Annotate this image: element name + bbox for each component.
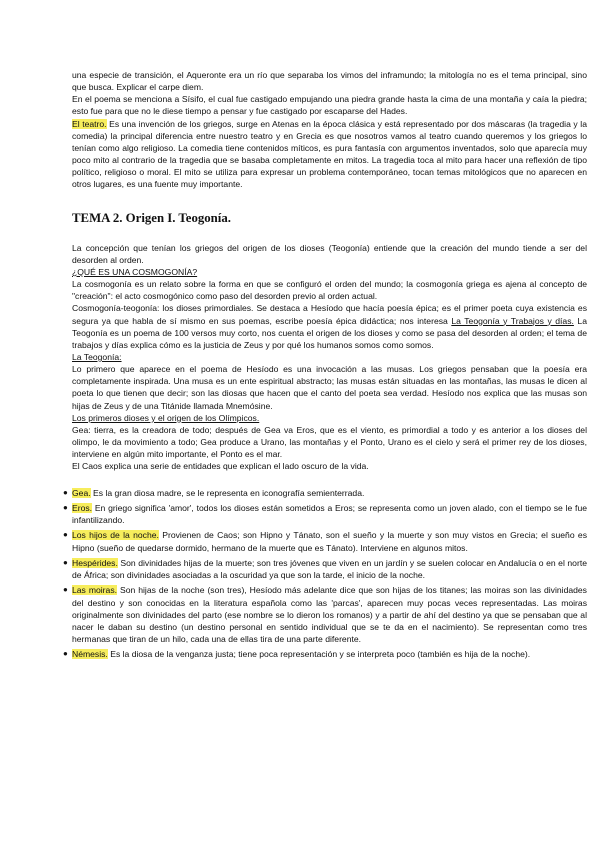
paragraph-aqueronte: una especie de transición, el Aqueronte era un río que separaba los vimos del inframundo; la mitología no es el tema principal, sino que busca. Explicar el carpe diem. bbox=[72, 70, 587, 93]
page-content bbox=[63, 69, 588, 664]
paragraph-musas: Lo primero que aparece en el poema de Hesíodo es una invocación a las musas. Los griegos pensaban que la poesía era completamente inspirada. Una musa es un ente espiritual abstracto; las musas están situadas en las montañas, las musas le dicen al poeta lo que tienen que decir; son las diosas que hacen que el canto del poeta sea verdad. Hesíodo nos explica que las musas son hijas de Zeus y de una Titánide llamada Mnemósine. bbox=[72, 364, 587, 411]
list-item-hijos-noche bbox=[63, 529, 587, 553]
subheading-cosmogonia: ¿QUÉ ES UNA COSMOGONÍA? bbox=[72, 266, 198, 277]
deity-name: Gea. bbox=[72, 487, 91, 498]
deity-text: Es la gran diosa madre, se le representa en iconografía semienterrada. bbox=[90, 487, 365, 498]
bullet-icon: ● bbox=[63, 649, 68, 659]
deity-text: Provienen de Caos; son Hipno y Tánato, son el sueño y la muerte y son muy vistos en Grecia; el sueño es Hipno (sueño de quedarse dormido, hermano de la muerte que es Tánato). Interviene en algunos mitos. bbox=[72, 530, 588, 553]
list-item-gea bbox=[63, 487, 587, 499]
paragraph-caos: El Caos explica una serie de entidades que explican el lado oscuro de la vida. bbox=[72, 461, 369, 472]
deity-name: Hespérides. bbox=[72, 557, 118, 568]
subheading-primeros-dioses: Los primeros dioses y el origen de los Olímpicos. bbox=[72, 412, 260, 423]
deity-name: Eros. bbox=[72, 502, 93, 513]
teogonia-line: Cosmogonía-teogonía: los dioses primordiales. Se destaca a Hesíodo que hacía poesía épica; es el primer poeta cuya existencia es segura ya que habla de sí mismo en sus poemas, escribe poesía épica didáctica; nos interesa bbox=[72, 303, 587, 326]
paragraph-teogonia-hesiodo bbox=[72, 302, 587, 351]
bullet-icon: ● bbox=[63, 502, 68, 512]
bullet-icon: ● bbox=[63, 487, 68, 497]
section-heading: TEMA 2. Origen I. Teogonía. bbox=[72, 210, 231, 225]
list-item-moiras bbox=[63, 584, 587, 645]
paragraph-cosmogonia: La cosmogonía es un relato sobre la forma en que se configuró el orden del mundo; la cosmogonía griega es ajena al concepto de "creación": el acto cosmogónico como paso del desorden previo al orden actual. bbox=[72, 279, 587, 302]
teatro-text: Es una invención de los griegos, surge en Atenas en la época clásica y está representado por dos máscaras (la tragedia y la comedia) la principal diferencia entre nuestro teatro y en Grecia es que nosotros vamos al teatro cuando queremos y los griegos lo tenían como algo religioso. La comedia tiene contenidos míticos, es pura fantasía con argumentos inventados, solo que aparecía muy poco mito al contrario de la tragedia que se basaba completamente en mitos. La tragedia toca al mito para hacer una reflexión de tipo político, religioso o moral. El mito se utiliza para expresar un problema contemporáneo, tocan temas mitológicos que no aparecen en otros lugares, es una fuente muy importante. bbox=[72, 118, 587, 190]
list-item-eros bbox=[63, 502, 587, 526]
paragraph-teatro bbox=[72, 118, 587, 191]
paragraph-sisifo: En el poema se menciona a Sísifo, el cual fue castigado empujando una piedra grande hasta la cima de una montaña y caía la piedra; esto fue para que no le diese tiempo a pensar y fue castigado por escaparse del Hades. bbox=[72, 94, 587, 117]
paragraph-gea-eros: Gea: tierra, es la creadora de todo; después de Gea va Eros, que es el viento, es primordial a todo y es anterior a los dioses del olimpo, le da movimiento a todo; Gea produce a Urano, las montañas y el Ponto, Urano es el cielo y será el primer rey de los dioses, interviene en algún mito importante, el Ponto es el mar. bbox=[72, 424, 587, 460]
highlight-teatro: El teatro. bbox=[72, 118, 107, 129]
spacer bbox=[72, 473, 587, 487]
deities-list bbox=[63, 487, 587, 661]
subheading-teogonia: La Teogonía: bbox=[72, 351, 122, 362]
works-title: La Teogonía y Trabajos y días. bbox=[451, 315, 574, 326]
bullet-icon: ● bbox=[63, 530, 68, 540]
deity-text: Es la diosa de la venganza justa; tiene poca representación y se interpreta poco (también es hija de la noche). bbox=[107, 649, 531, 660]
deity-text: Son hijas de la noche (son tres), Hesíodo más adelante dice que son hijas de los titanes; las moiras son las divinidades del destino y son conocidas en la literatura española como las 'parcas', aparecen muy pocas veces representadas. Las moiras originalmente son divinidades del parto (ese nombre se lo dieron los romanos) y a partir de ahí del destino ya que se pensaban que al nacer le daban su destino (un destino personal en sentido individual que se te da en el nacimiento). Se representan como tres hermanas que tiran de un hilo, cada una de ellas tira de una parte diferente. bbox=[72, 585, 587, 644]
deity-name: Némesis. bbox=[72, 649, 108, 660]
deity-name: Los hijos de la noche. bbox=[72, 530, 159, 541]
bullet-icon: ● bbox=[63, 557, 68, 567]
works-text: La Teogonía es un poema de 100 versos muy corto, nos cuenta el origen de los dioses y como se pasa del desorden al orden; el tema de trabajos y días explica cómo es la justicia de Zeus y por qué los humanos somos como somos. bbox=[72, 315, 587, 350]
deity-text: En griego significa 'amor', todos los dioses están sometidos a Eros; se representa como un joven alado, con el tiempo se le fue infantilizando. bbox=[72, 502, 587, 526]
list-item-hesperides bbox=[63, 557, 587, 581]
bullet-icon: ● bbox=[63, 585, 68, 595]
paragraph-concepcion: La concepción que tenían los griegos del origen de los dioses (Teogonía) entiende que la creación del mundo tiende a ser del desorden al orden. bbox=[72, 242, 587, 265]
deity-name: Las moiras. bbox=[72, 585, 117, 596]
list-item-nemesis bbox=[63, 648, 587, 660]
deity-text: Son divinidades hijas de la muerte; son tres jóvenes que viven en un jardín y se suelen colocar en Andalucía o en el norte de África; son divinidades asociadas a la oscuridad ya que son la tarde, el inicio de la noche. bbox=[72, 557, 587, 581]
